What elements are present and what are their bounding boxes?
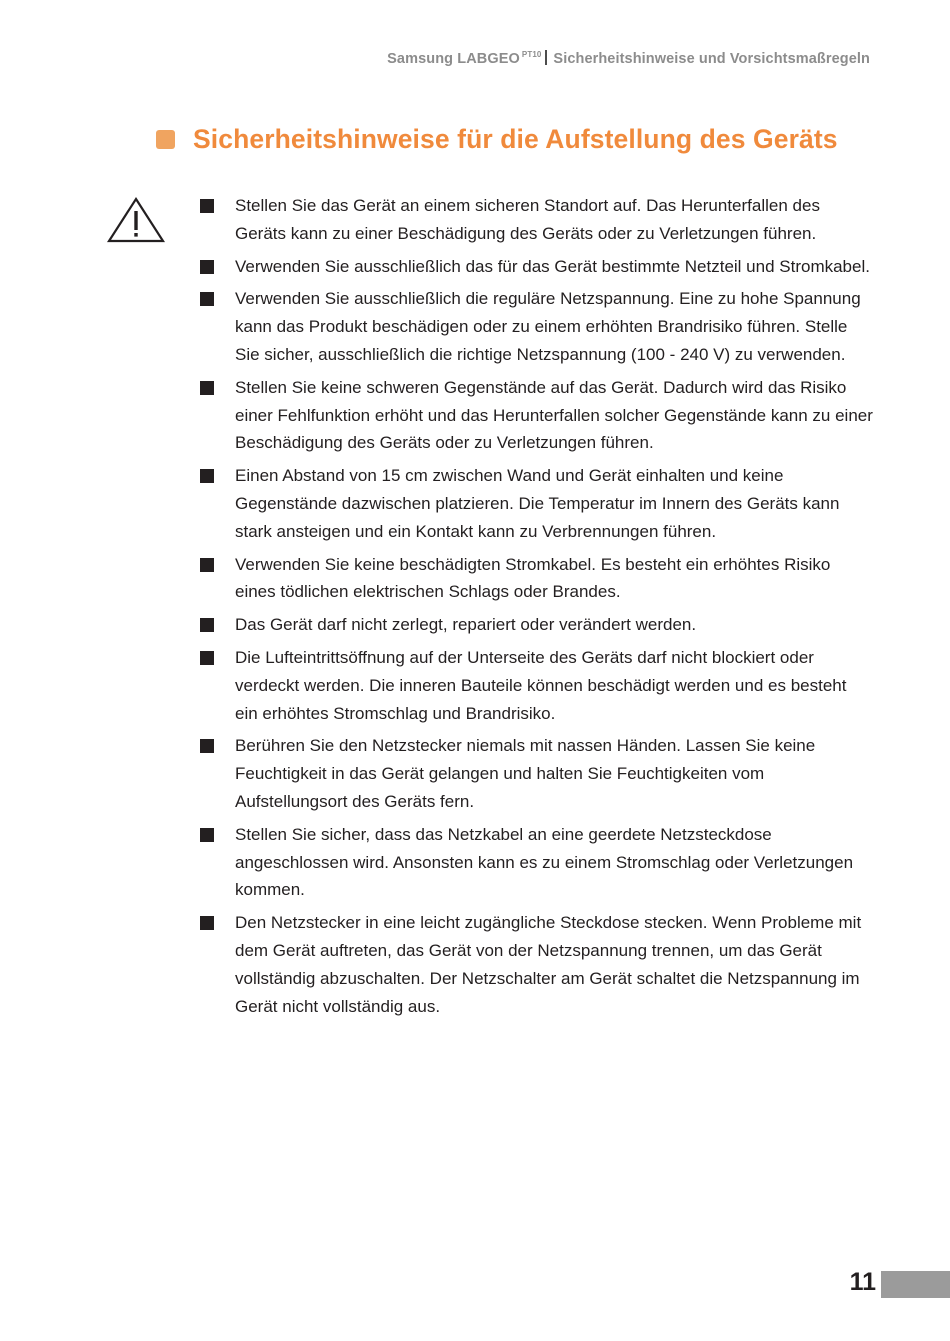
square-bullet-icon	[200, 381, 214, 395]
list-item	[198, 253, 873, 281]
list-item-text: Einen Abstand von 15 cm zwischen Wand und Gerät einhalten und keine Gegenstände dazwischen platzieren. Die Temperatur im Innern des Geräts kann stark ansteigen und ein Kontakt kann zu Verbrennungen führen.	[235, 466, 840, 541]
list-item	[198, 551, 873, 607]
square-bullet-icon	[200, 292, 214, 306]
header-product: Samsung LABGEO	[387, 51, 520, 67]
heading-square-icon	[156, 130, 175, 149]
list-item	[198, 374, 873, 457]
list-item	[198, 611, 873, 639]
list-item-text: Berühren Sie den Netzstecker niemals mit nassen Händen. Lassen Sie keine Feuchtigkeit in das Gerät gelangen und halten Sie Feuchtigkeiten vom Aufstellungsort des Geräts fern.	[235, 736, 816, 811]
header-product-suffix: PT10	[521, 50, 542, 59]
warning-triangle-icon	[106, 196, 166, 244]
square-bullet-icon	[200, 199, 214, 213]
square-bullet-icon	[200, 558, 214, 572]
section-heading	[156, 124, 838, 155]
list-item-text: Verwenden Sie keine beschädigten Stromkabel. Es besteht ein erhöhtes Risiko eines tödlichen elektrischen Schlags oder Brandes.	[235, 554, 831, 602]
square-bullet-icon	[200, 260, 214, 274]
list-item-text: Die Lufteintrittsöffnung auf der Unterseite des Geräts darf nicht blockiert oder verdeckt werden. Die inneren Bauteile können beschädigt werden und es besteht ein erhöhtes Stromschlag und Brandrisiko.	[235, 647, 847, 723]
list-item-text: Verwenden Sie ausschließlich das für das Gerät bestimmte Netzteil und Stromkabel.	[235, 256, 870, 276]
square-bullet-icon	[200, 618, 214, 632]
list-item-text: Das Gerät darf nicht zerlegt, repariert oder verändert werden.	[235, 615, 697, 635]
list-item-text: Den Netzstecker in eine leicht zugängliche Steckdose stecken. Wenn Probleme mit dem Gerät auftreten, das Gerät von der Netzspannung trennen, um das Gerät vollständig abzuschalten. Der Netzschalter am Gerät schaltet die Netzspannung im Gerät nicht vollständig aus.	[235, 913, 862, 1016]
list-item	[198, 644, 873, 727]
square-bullet-icon	[200, 469, 214, 483]
header-section: Sicherheitshinweise und Vorsichtsmaßregeln	[553, 51, 870, 67]
list-item	[198, 285, 873, 368]
page-number: 11	[849, 1268, 876, 1296]
page-tab-marker	[881, 1271, 950, 1298]
header-separator	[545, 50, 547, 65]
running-header	[387, 50, 870, 67]
list-item-text: Verwenden Sie ausschließlich die reguläre Netzspannung. Eine zu hohe Spannung kann das Produkt beschädigen oder zu einem erhöhten Brandrisiko führen. Stelle Sie sicher, ausschließlich die richtige Netzspannung (100 - 240 V) zu verwenden.	[235, 289, 861, 364]
list-item-text: Stellen Sie keine schweren Gegenstände auf das Gerät. Dadurch wird das Risiko einer Fehlfunktion erhöht und das Herunterfallen solcher Gegenstände kann zu einer Beschädigung des Geräts oder zu Verletzungen führen.	[235, 377, 873, 453]
list-item	[198, 462, 873, 545]
square-bullet-icon	[200, 916, 214, 930]
square-bullet-icon	[200, 739, 214, 753]
list-item-text: Stellen Sie sicher, dass das Netzkabel an eine geerdete Netzsteckdose angeschlossen wird. Ansonsten kann es zu einem Stromschlag oder Verletzungen kommen.	[235, 824, 854, 900]
list-item	[198, 192, 873, 248]
list-item	[198, 821, 873, 904]
list-item	[198, 732, 873, 815]
section-title: Sicherheitshinweise für die Aufstellung des Geräts	[193, 124, 838, 154]
square-bullet-icon	[200, 651, 214, 665]
safety-instruction-list	[198, 192, 873, 1025]
square-bullet-icon	[200, 828, 214, 842]
list-item-text: Stellen Sie das Gerät an einem sicheren Standort auf. Das Herunterfallen des Geräts kann zu einer Beschädigung des Geräts oder zu Verletzungen führen.	[235, 196, 820, 243]
list-item	[198, 909, 873, 1020]
